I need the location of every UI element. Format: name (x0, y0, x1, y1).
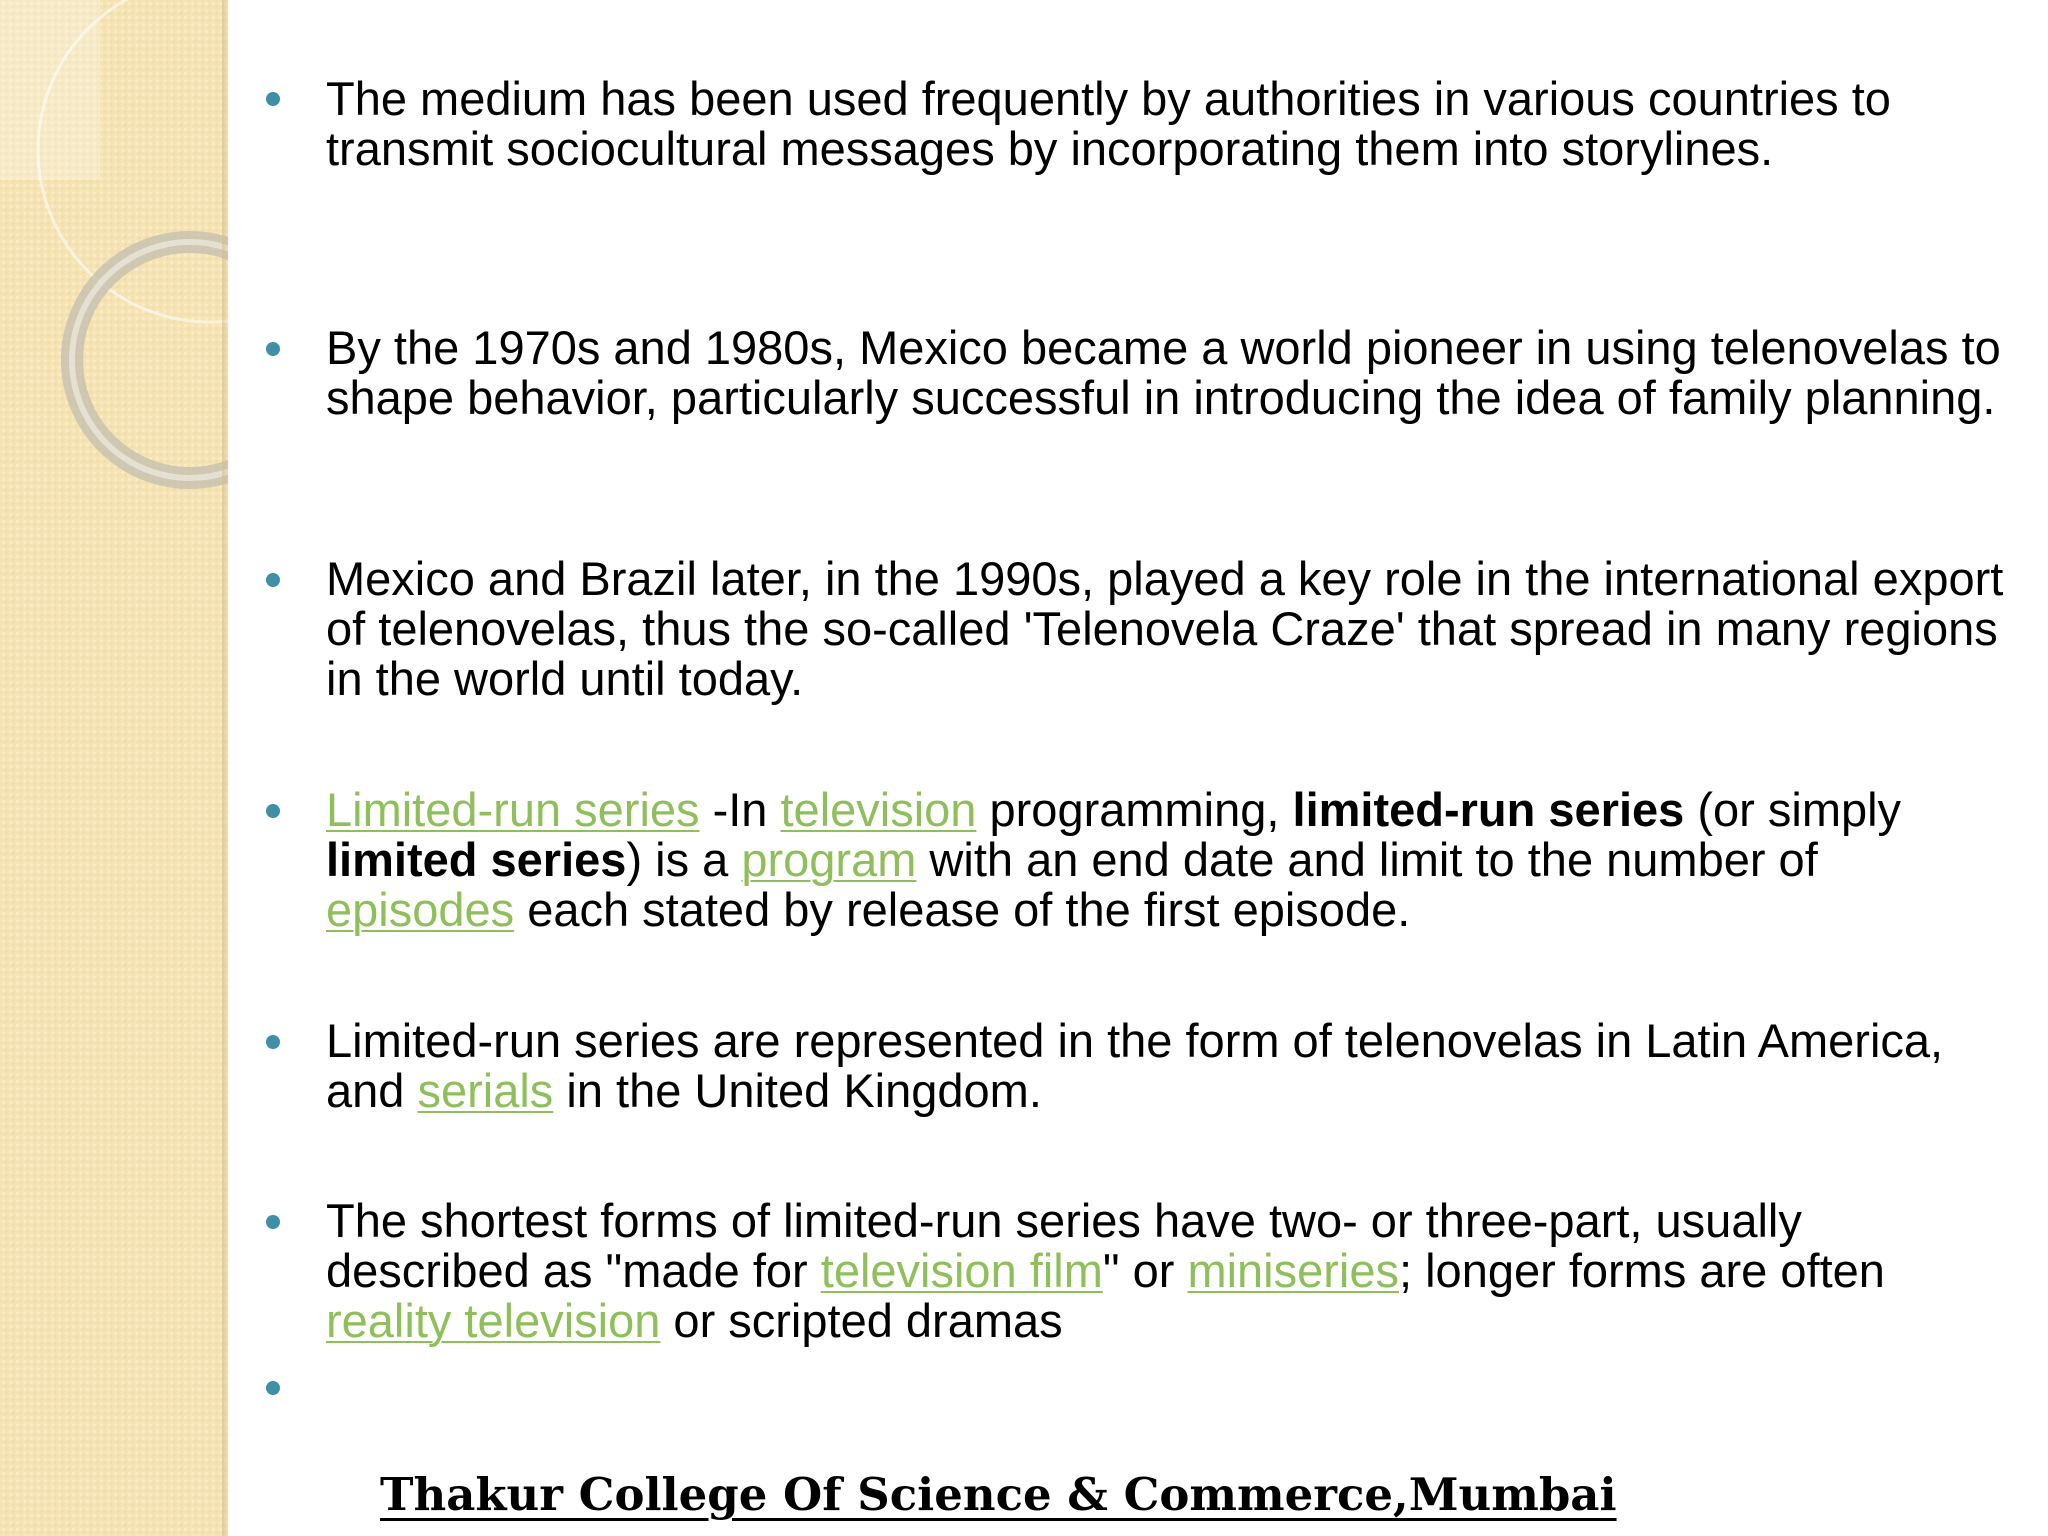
bullet-text: ) is a (626, 833, 742, 886)
bullet-text: Limited-run series are represented in the form of telenovelas in Latin America, and (326, 1014, 1944, 1117)
bold-term-limited-series: limited series (326, 833, 627, 886)
footer-institution-name: Thakur College Of Science & Commerce,Mumbai (380, 1468, 1617, 1521)
bullet-item-5 (326, 1016, 2016, 1116)
bullet-text: " or (1102, 1244, 1188, 1297)
bullet-text: each stated by release of the first episode. (514, 883, 1411, 936)
bullet-text: The medium has been used frequently by authorities in various countries to transmit sociocultural messages by incorporating them into storylines. (326, 72, 1891, 175)
bullet-item-6 (326, 1196, 2016, 1346)
bullet-item-3 (326, 554, 2016, 704)
bullet-item-4 (326, 785, 2016, 935)
bullet-icon (266, 92, 280, 106)
link-miniseries[interactable]: miniseries (1187, 1244, 1399, 1297)
bullet-item-1 (326, 74, 2016, 174)
bullet-item-2 (326, 323, 2016, 423)
bullet-icon-empty (266, 1381, 280, 1395)
bullet-icon (266, 1215, 280, 1229)
bullet-text: The shortest forms of limited-run series have two- or three-part, usually described as "made for (326, 1194, 1802, 1297)
bullet-text: programming, (976, 783, 1293, 836)
bullet-text: in the United Kingdom. (553, 1064, 1042, 1117)
bullet-icon (266, 804, 280, 818)
bold-term-limited-run-series: limited-run series (1292, 783, 1685, 836)
bullet-text: or scripted dramas (660, 1294, 1063, 1347)
bullet-icon (266, 573, 280, 587)
link-television-film[interactable]: television film (820, 1244, 1103, 1297)
bullet-text: (or simply (1684, 783, 1902, 836)
link-program[interactable]: program (741, 833, 917, 886)
bullet-icon (266, 342, 280, 356)
link-serials[interactable]: serials (417, 1064, 554, 1117)
link-episodes[interactable]: episodes (326, 883, 515, 936)
bullet-icon (266, 1035, 280, 1049)
link-limited-run-series[interactable]: Limited-run series (326, 783, 700, 836)
link-television[interactable]: television (780, 783, 977, 836)
bullet-text: -In (699, 783, 781, 836)
bullet-text: By the 1970s and 1980s, Mexico became a world pioneer in using telenovelas to shape behavior, particularly successful in introducing the idea of family planning. (326, 321, 2001, 424)
bullet-text: ; longer forms are often (1399, 1244, 1885, 1297)
bullet-text: Mexico and Brazil later, in the 1990s, played a key role in the international export of telenovelas, thus the so-called 'Telenovela Craze' that spread in many regions in the world until today. (326, 552, 2004, 705)
bullet-text: with an end date and limit to the number of (916, 833, 1818, 886)
link-reality-television[interactable]: reality television (326, 1294, 661, 1347)
